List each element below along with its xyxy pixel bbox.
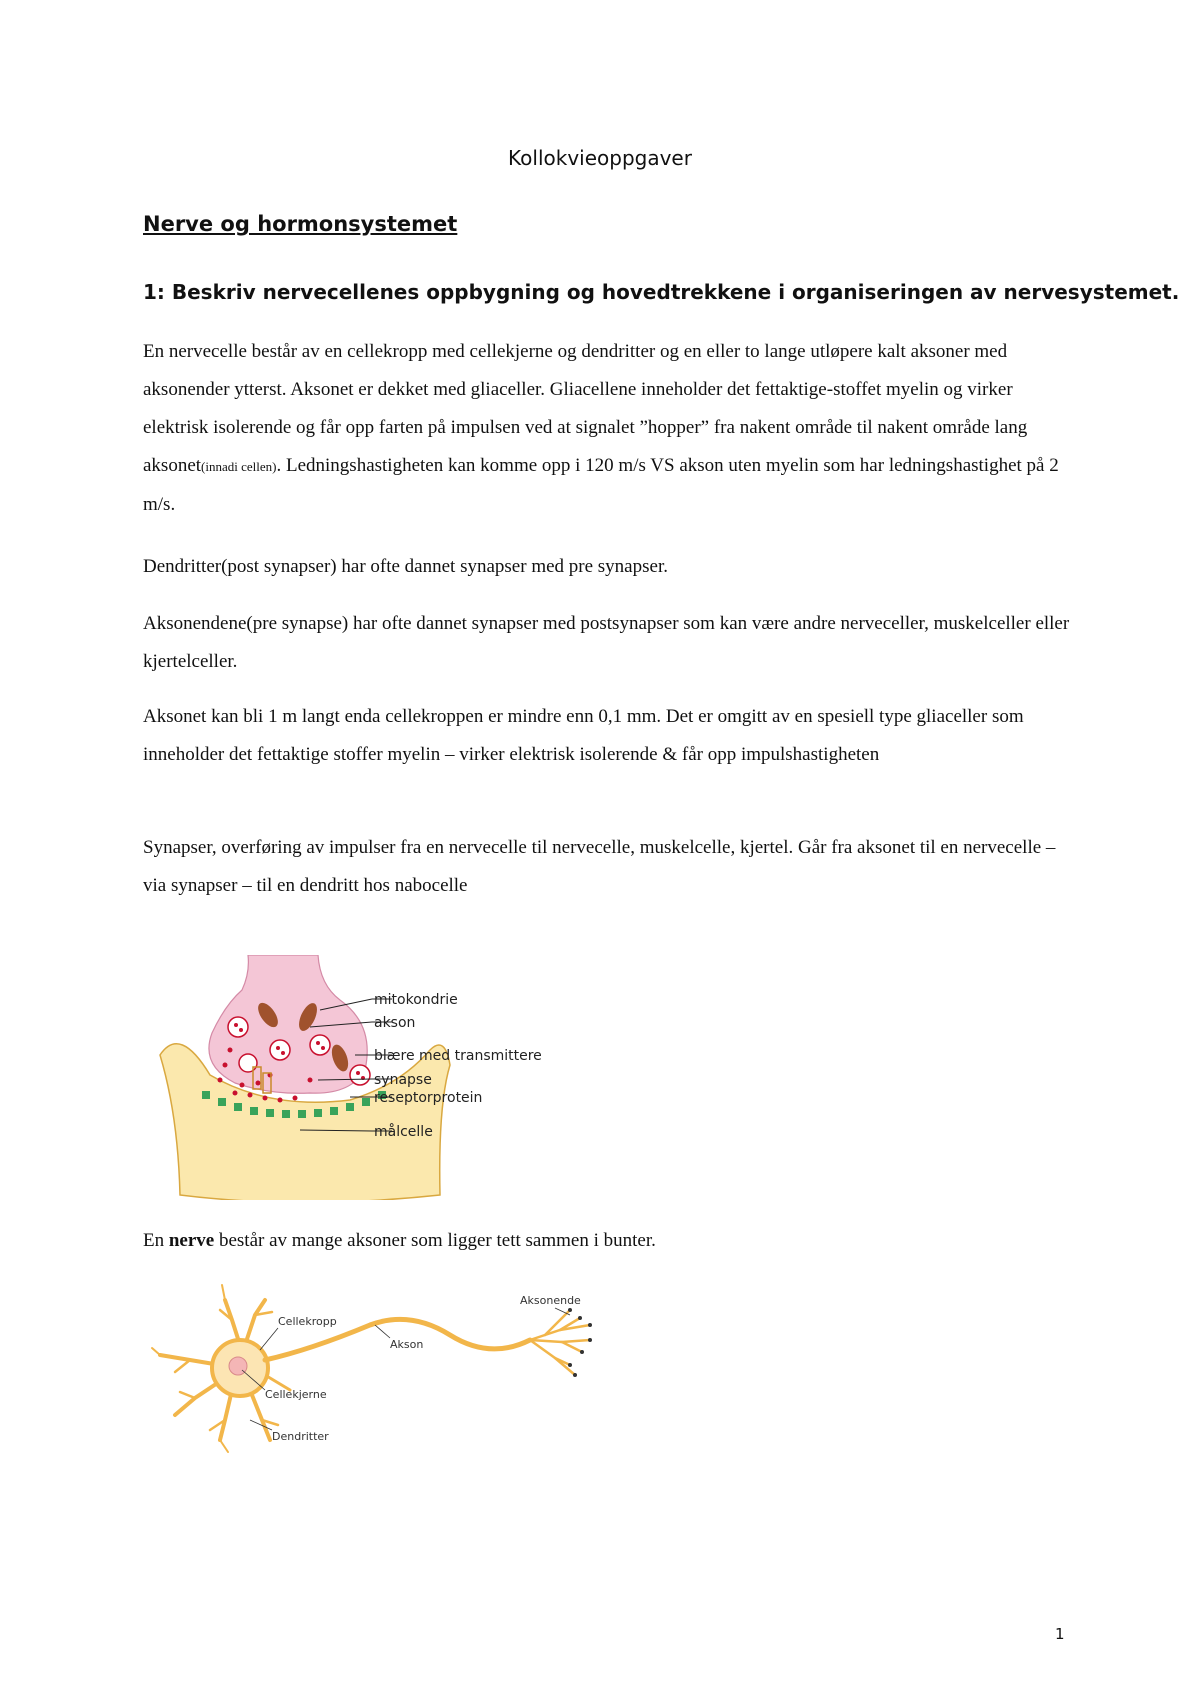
bold-term-nerve: nerve [168,1230,215,1251]
label-reseptorprotein: reseptorprotein [374,1090,483,1106]
paragraph-dendritter: Dendritter(post synapser) har ofte dannet synapser med pre synapser. [143,556,668,577]
label-mitokondrie: mitokondrie [374,992,458,1008]
vesicle [350,1065,370,1085]
paragraph-nervecelle [143,333,1078,524]
label-cellekropp: Cellekropp [278,1315,337,1328]
paragraph-nerve [143,1222,1078,1260]
vesicle [239,1054,257,1072]
question-heading: 1: Beskriv nervecellenes oppbygning og hovedtrekkene i organiseringen av nervesystemet. [143,280,1180,304]
page-number: 1 [1055,1625,1065,1643]
axon-terminals [530,1310,590,1375]
label-akson: Akson [390,1338,424,1351]
paragraph-text-end: . Ledningshastigheten kan komme opp i 120 m/s VS akson uten myelin som har ledningshastighet på 2 m/s. [143,455,1059,515]
document-title: Kollokvieoppgaver [508,146,692,170]
label-malcelle: målcelle [374,1124,433,1140]
synapse-figure [150,955,570,1200]
paragraph-text: består av mange aksoner som ligger tett sammen i bunter. [214,1230,656,1251]
paragraph-small-note: (innadi cellen) [201,459,277,474]
section-heading: Nerve og hormonsystemet [143,212,458,236]
label-dendritter: Dendritter [272,1430,329,1443]
label-aksonende: Aksonende [520,1294,581,1307]
label-akson: akson [374,1015,416,1031]
label-blaere: blære med transmittere [374,1048,542,1064]
paragraph-aksonet: Aksonet kan bli 1 m langt enda cellekroppen er mindre enn 0,1 mm. Det er omgitt av en spesiell type gliaceller som inneholder det fettaktige stoffer myelin – virker elektrisk isolerende & får opp impulshastigheten [143,706,1024,765]
paragraph-text: En [143,1230,169,1251]
vesicle [310,1035,330,1055]
paragraph-synapser: Synapser, overføring av impulser fra en nervecelle til nervecelle, muskelcelle, kjertel. Går fra aksonet til en nervecelle – via synapser – til en dendritt hos nabocelle [143,837,1056,896]
vesicle [228,1017,248,1037]
paragraph-aksonendene: Aksonendene(pre synapse) har ofte dannet synapser med postsynapser som kan være andre nerveceller, muskelceller eller kjertelceller. [143,613,1070,672]
label-cellekjerne: Cellekjerne [265,1388,327,1401]
neuron-figure [150,1280,620,1465]
paragraph-text: En nervecelle består av en cellekropp med cellekjerne og dendritter og en eller to lange utløpere kalt aksoner med aksonender ytterst. Aksonet er dekket med gliaceller. Gliacellene inneholder det fettaktige-stoffet myelin og virker elektrisk isolerende og får opp farten på impulsen ved at signalet ”hopper” fra nakent område til nakent område lang aksonet [143,341,1028,476]
vesicle [270,1040,290,1060]
label-synapse: synapse [374,1072,432,1088]
